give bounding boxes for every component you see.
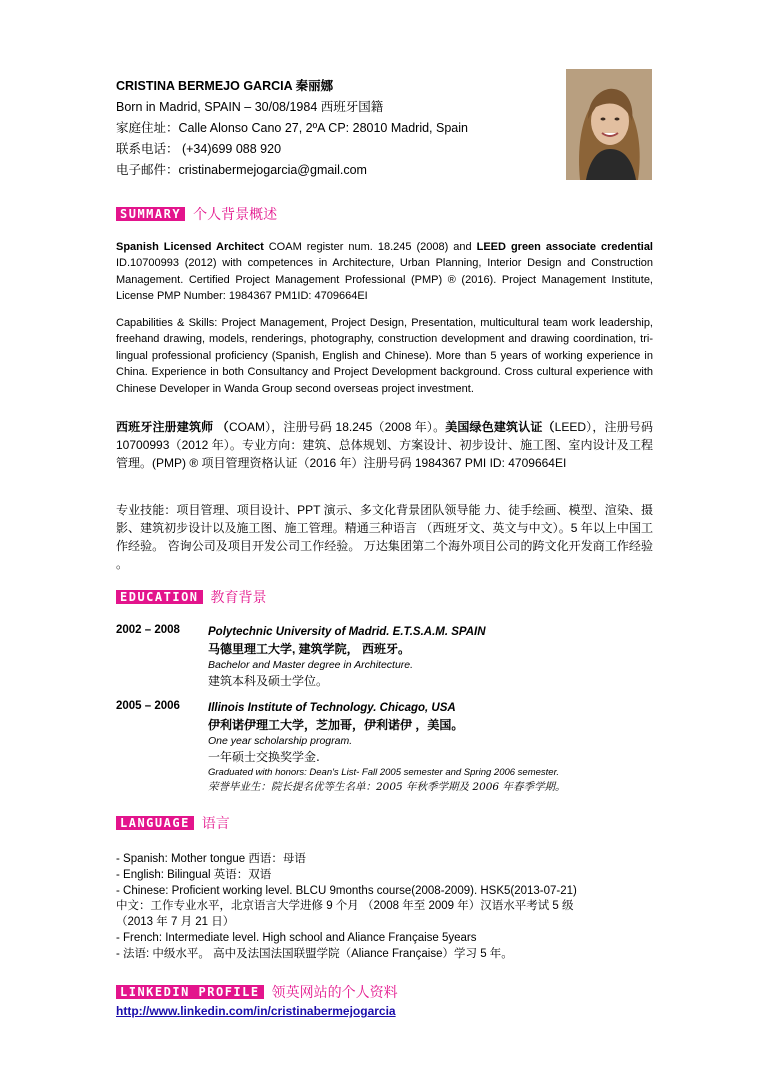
education-title-cn: 教育背景: [210, 589, 267, 605]
education-tag: EDUCATION: [116, 590, 203, 604]
language-tag: LANGUAGE: [116, 816, 194, 830]
licensed-architect-text: Spanish Licensed Architect: [116, 241, 264, 253]
cn-leed-text: 美国绿色建筑认证（: [445, 420, 555, 434]
summary-paragraph-cn-2: 专业技能：项目管理、项目设计、PPT 演示、多文化背景团队领导能 力、徒手绘画、模型、渲染、摄影、建筑初步设计以及施工图、施工管理。精通三种语言 （西班牙文、英文与中文）。5 年以上中国工作经验。 咨询公司及项目开发公司工作经验。 万达集团第二个海外项目公司的跨文化开发商工作经验 。: [116, 503, 653, 571]
university-name-cn: 马德里理工大学, 建筑学院， 西班牙。: [208, 642, 411, 656]
education-years: 2005 – 2006: [116, 700, 180, 712]
university-name: Polytechnic University of Madrid. E.T.S.A.M. SPAIN: [208, 626, 486, 638]
cn-competences-text: LEED），注册号码 10700993（2012 年）。专业方向：建筑、总体规划、方案设计、初步设计、施工图、室内设计及工程管理。(PMP) ® 项目管理资格认证（2016 年）注册号码 1984367 PMI ID: 4709664EI: [116, 420, 653, 470]
honors-cn: 荣誉毕业生：院长提名优等生名单：2005 年秋季学期及 2006 年春季学期。: [208, 781, 566, 793]
summary-paragraph-cn-1: [116, 418, 653, 472]
phone-number: 联系电话： (+34)699 088 920: [116, 142, 282, 156]
university-name: Illinois Institute of Technology. Chicago, USA: [208, 702, 456, 714]
linkedin-title-cn: 领英网站的个人资料: [271, 984, 398, 1000]
summary-heading: [116, 205, 277, 223]
education-heading: [116, 588, 267, 606]
language-item: - 法语: 中级水平。 高中及法国法国联盟学院（Aliance Française）学习 5 年。: [116, 947, 513, 960]
birth-info: Born in Madrid, SPAIN – 30/08/1984 西班牙国籍: [116, 100, 384, 114]
linkedin-block: [116, 1002, 653, 1020]
profile-photo: [566, 69, 652, 180]
cn-coam-text: COAM），注册号码 18.245（2008 年）。: [228, 420, 446, 434]
email-address: 电子邮件：cristinabermejogarcia@gmail.com: [116, 163, 367, 177]
language-item: （2013 年 7 月 21 日）: [116, 916, 235, 929]
university-name-cn: 伊利诺伊理工大学，芝加哥，伊利诺伊 ，美国。: [208, 718, 464, 732]
linkedin-heading: [116, 983, 398, 1001]
degree-cn: 建筑本科及硕士学位。: [208, 674, 329, 688]
honors: Graduated with honors: Dean's List- Fall 2005 semester and Spring 2006 semester.: [208, 767, 560, 778]
education-years: 2002 – 2008: [116, 624, 180, 636]
summary-paragraph-2: Capabilities & Skills: Project Management, Project Design, Presentation, multicultural team work leadership, freehand drawing, models, renderings, photography, construction development and drawing coordination, tri-lingual professional proficiency (Spanish, English and Chinese). More than 5 years of working experience in China. Experience in both Consultancy and Project Development background. Cross cultural experience with Chinese Developer in Wanda Group second overseas project investment.: [116, 317, 653, 395]
candidate-name: CRISTINA BERMEJO GARCIA 秦丽娜: [116, 79, 334, 93]
summary-paragraph-1: [116, 239, 653, 305]
competences-text: ID.10700993 (2012) with competences in Architecture, Urban Planning, Interior Design and Construction Management. Certified Project Management Professional (PMP) ® (2016). Project Management Institute, License PMP Number: 1984367 PM1ID: 4709664EI: [116, 257, 653, 303]
coam-text: COAM register num. 18.245 (2008) and: [263, 241, 477, 253]
language-item: - English: Bilingual 英语：双语: [116, 868, 272, 881]
language-title-cn: 语言: [201, 815, 230, 831]
language-list: [116, 852, 653, 963]
leed-text: LEED green associate credential: [476, 241, 653, 253]
degree: Bachelor and Master degree in Architecture.: [208, 659, 414, 671]
language-item: 中文：工作专业水平，北京语言大学进修 9 个月 （2008 年至 2009 年）汉语水平考试 5 级: [116, 900, 574, 913]
summary-tag: SUMMARY: [116, 207, 185, 221]
linkedin-profile-link[interactable]: http://www.linkedin.com/in/cristinabermejogarcia: [116, 1004, 396, 1018]
language-item: - French: Intermediate level. High school and Aliance Française 5years: [116, 931, 477, 944]
language-heading: [116, 814, 230, 832]
summary-title-cn: 个人背景概述: [193, 206, 278, 222]
degree-cn: 一年硕士交换奖学金.: [208, 750, 320, 764]
degree: One year scholarship program.: [208, 735, 353, 747]
cn-architect-text: 西班牙注册建筑师 （: [116, 420, 229, 434]
language-item: - Chinese: Proficient working level. BLCU 9months course(2008-2009). HSK5(2013-07-21): [116, 884, 577, 897]
linkedin-tag: LINKEDIN PROFILE: [116, 985, 264, 999]
home-address: 家庭住址：Calle Alonso Cano 27, 2ºA CP: 28010 Madrid, Spain: [116, 121, 468, 135]
language-item: - Spanish: Mother tongue 西语：母语: [116, 853, 306, 865]
